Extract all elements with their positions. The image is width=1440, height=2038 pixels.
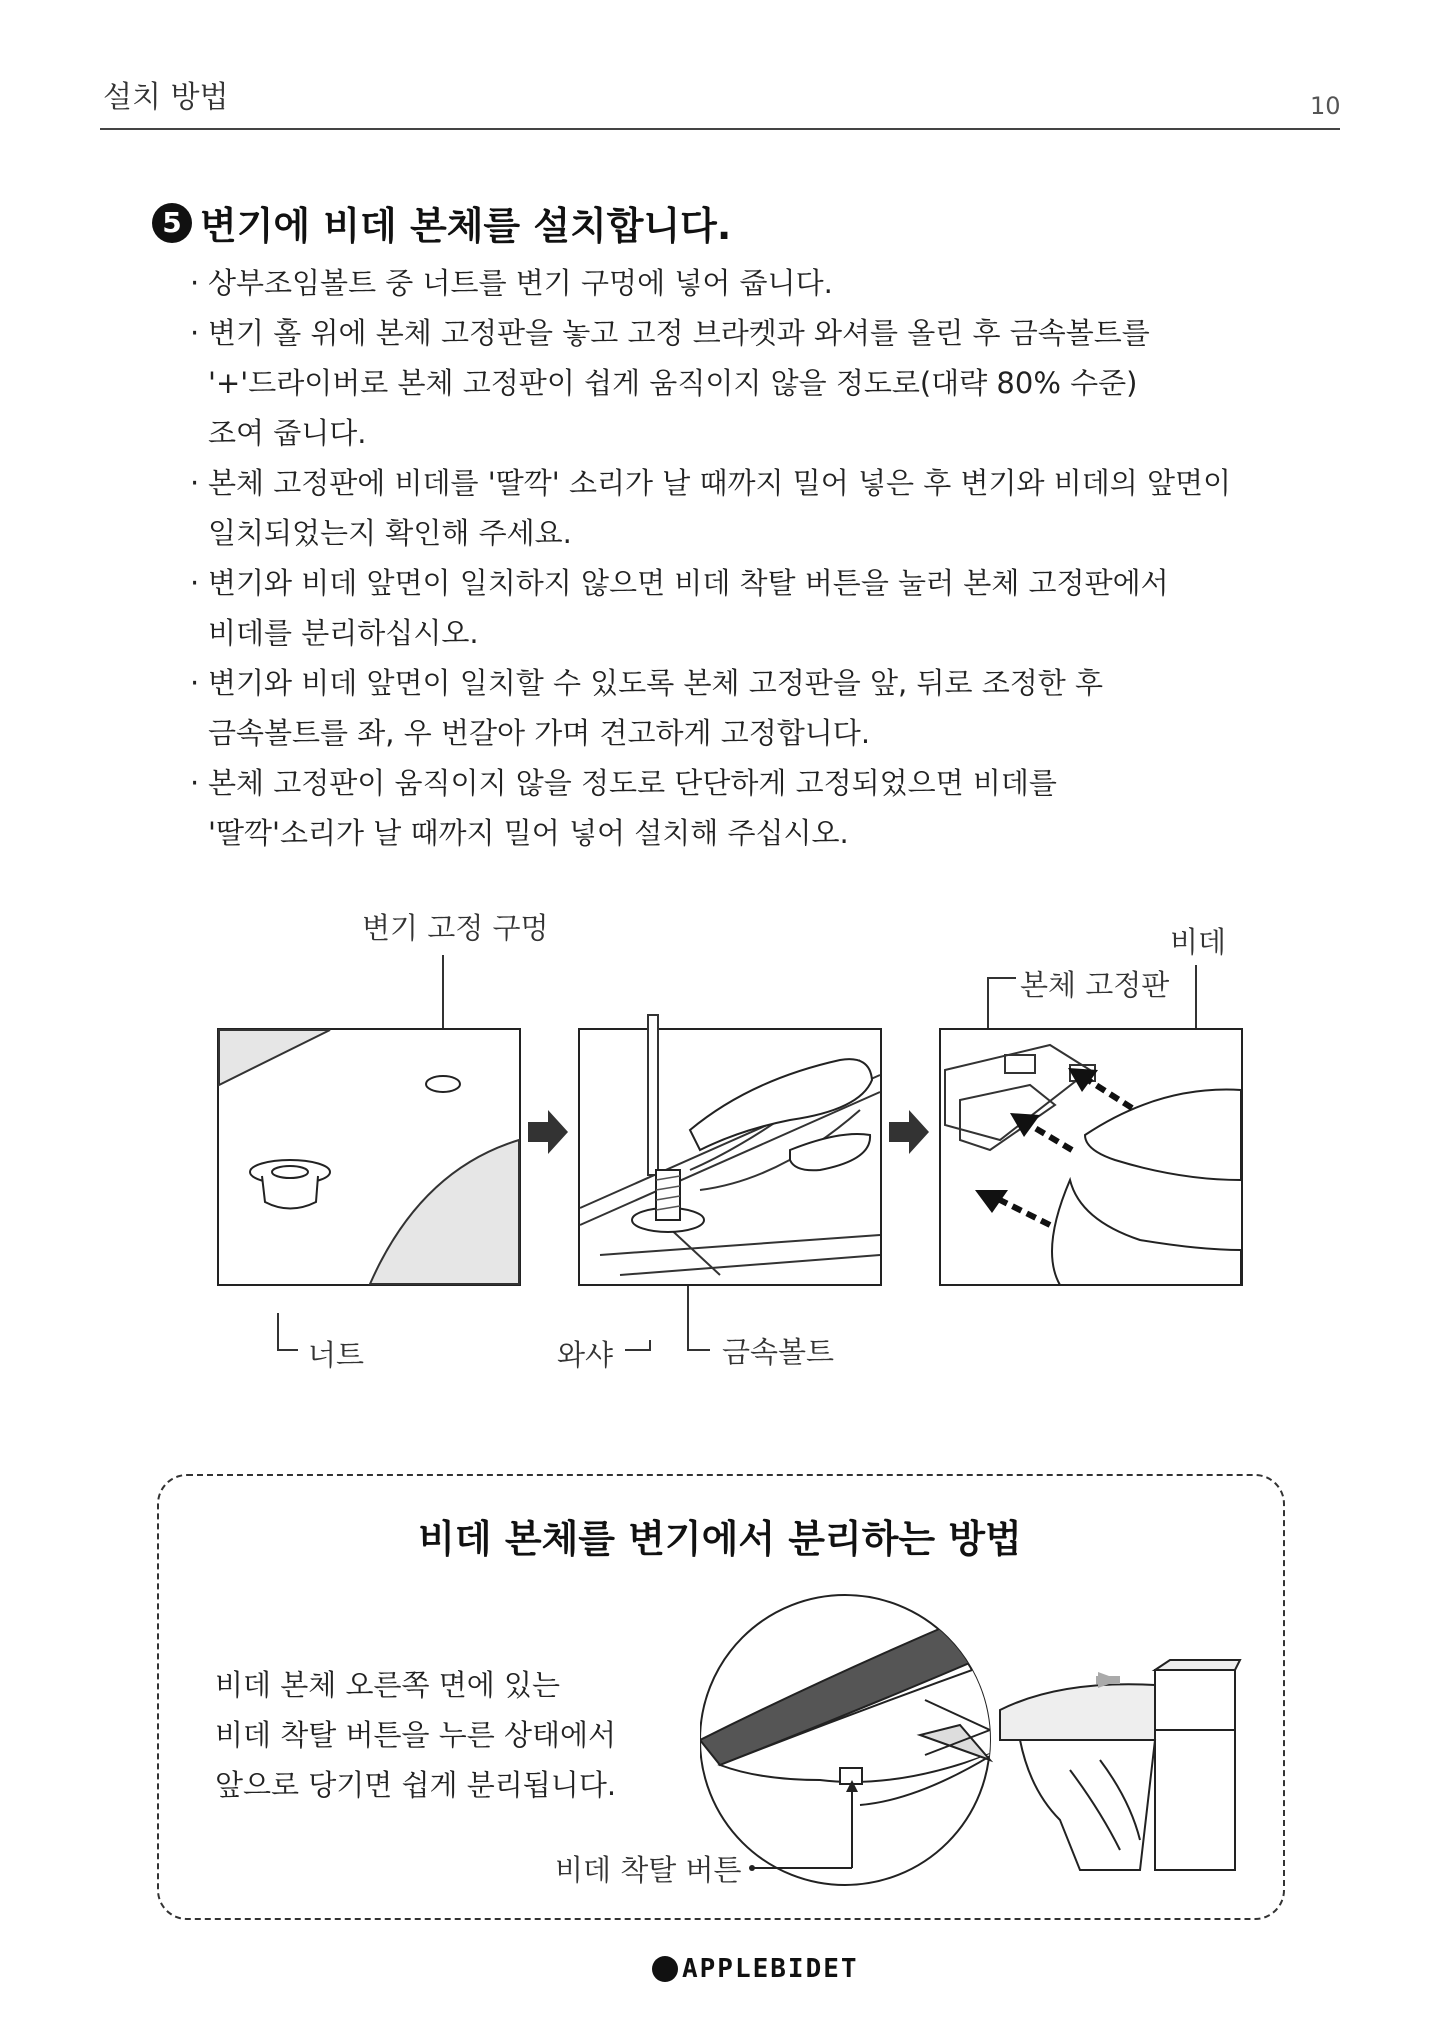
page-number: 10: [1310, 92, 1341, 120]
header-title: 설치 방법: [103, 80, 229, 115]
step-title-text: 변기에 비데 본체를 설치합니다.: [200, 204, 732, 248]
installation-diagram: [0, 880, 1440, 1380]
removal-title: 비데 본체를 변기에서 분리하는 방법: [418, 1517, 1022, 1561]
brand-logo: APPLEBIDET: [652, 1954, 859, 1984]
instruction-list: [190, 258, 1290, 858]
list-item: · 변기와 비데 앞면이 일치하지 않으면 비데 착탈 버튼을 눌러 본체 고정판에서 비데를 분리하십시오.: [190, 566, 1169, 650]
list-item: · 변기 홀 위에 본체 고정판을 놓고 고정 브라켓과 와셔를 올린 후 금속볼트를 '+'드라이버로 본체 고정판이 쉽게 움직이지 않을 정도로(대략 80% 수준) 조여 줍니다.: [190, 316, 1150, 450]
panel-nut: [218, 1029, 520, 1285]
panel-bidet: [940, 1029, 1242, 1285]
label-toilet-hole: 변기 고정 구멍: [362, 911, 549, 945]
list-item: · 본체 고정판이 움직이지 않을 정도로 단단하게 고정되었으면 비데를 '딸깍'소리가 날 때까지 밀어 넣어 설치해 주십시오.: [190, 766, 1057, 850]
label-release-button: 비데 착탈 버튼: [555, 1853, 742, 1887]
label-mounting-plate: 본체 고정판: [1020, 968, 1170, 1002]
label-bidet: 비데: [1170, 925, 1227, 959]
removal-illustration: [700, 1590, 1260, 1900]
step-number-badge: 5: [152, 203, 192, 243]
list-item: · 본체 고정판에 비데를 '딸깍' 소리가 날 때까지 밀어 넣은 후 변기와 비데의 앞면이 일치되었는지 확인해 주세요.: [190, 466, 1232, 550]
apple-logo-icon: [652, 1956, 678, 1982]
list-item: · 상부조임볼트 중 너트를 변기 구멍에 넣어 줍니다.: [190, 266, 833, 300]
removal-description: 비데 본체 오른쪽 면에 있는 비데 착탈 버튼을 누른 상태에서 앞으로 당기면 쉽게 분리됩니다.: [215, 1668, 617, 1802]
header-divider: [100, 128, 1340, 130]
list-item: · 변기와 비데 앞면이 일치할 수 있도록 본체 고정판을 앞, 뒤로 조정한 후 금속볼트를 좌, 우 번갈아 가며 견고하게 고정합니다.: [190, 666, 1104, 750]
panel-bolt: [579, 1015, 881, 1285]
label-metal-bolt: 금속볼트: [722, 1335, 835, 1369]
label-nut: 너트: [308, 1338, 365, 1372]
label-washer: 와샤: [557, 1338, 614, 1372]
step-title: [152, 195, 731, 250]
